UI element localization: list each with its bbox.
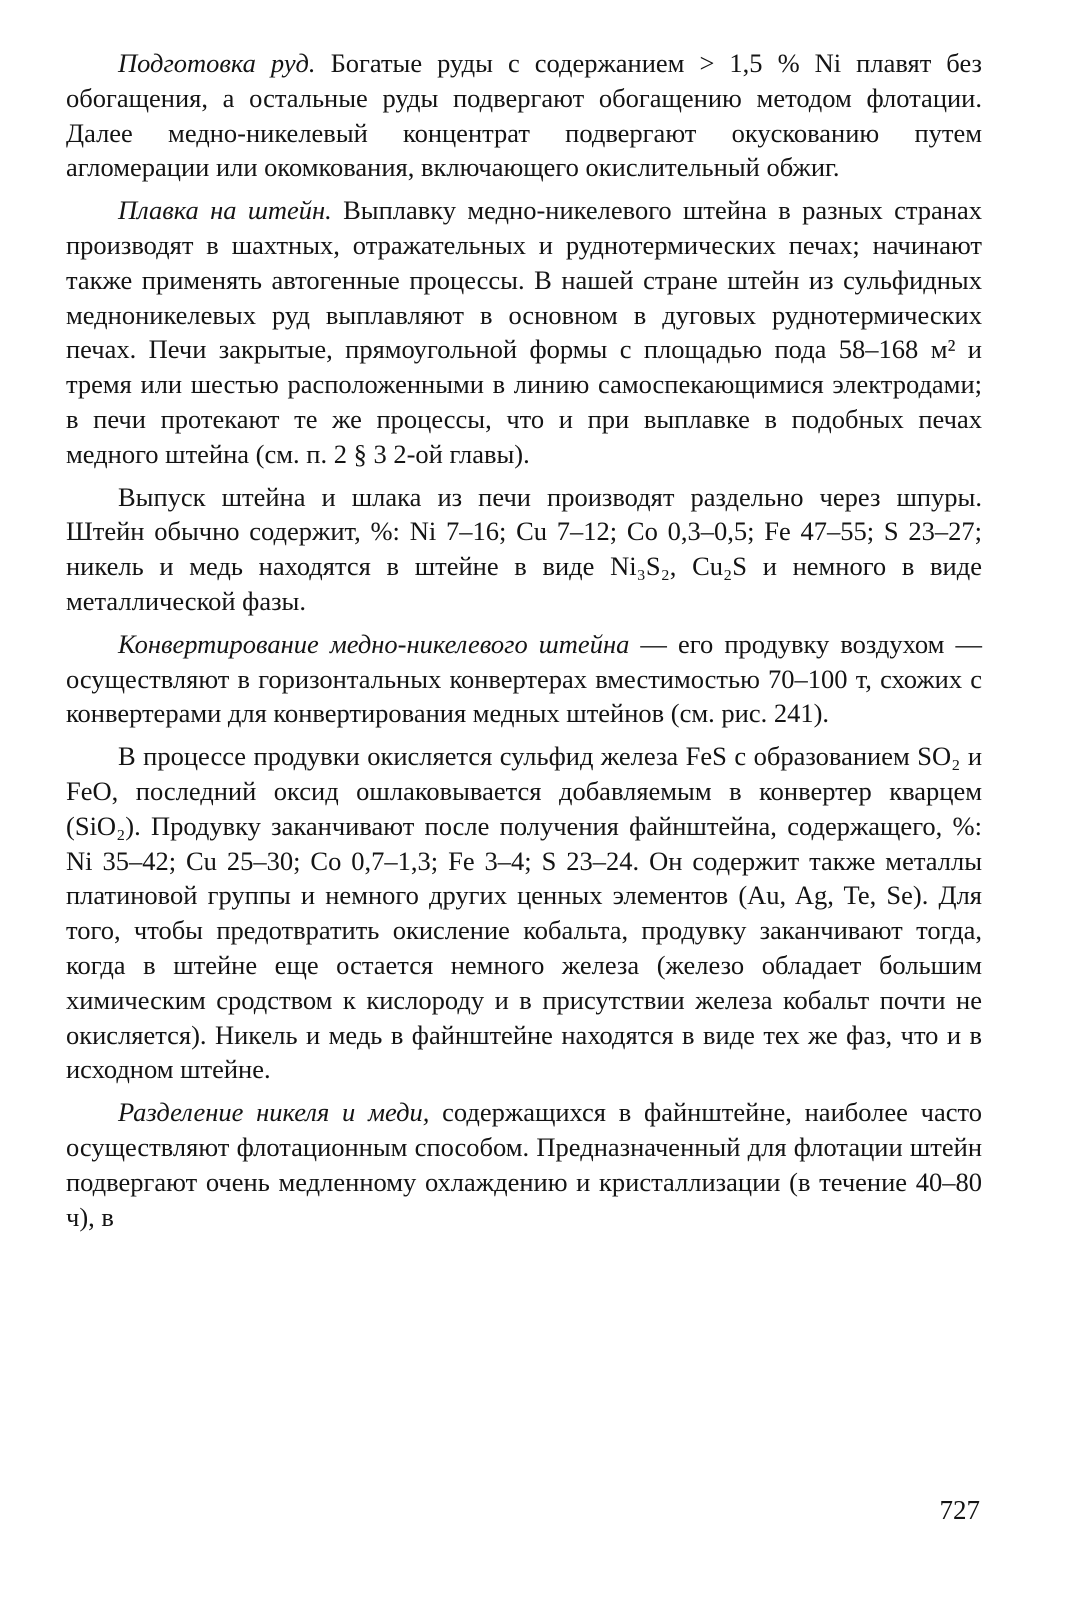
paragraph-matte-smelting — [66, 193, 982, 471]
paragraph-text: Богатые руды с содержанием > 1,5 % Ni плавят без обогащения, а остальные руды подвергают обогащению методом флотации. Далее медно-никелевый концентрат подвергают окускованию путем агломерации или окомкования, включающего окислительный обжиг. — [66, 48, 982, 183]
paragraph-text: содержащихся в файнштейне, наиболее часто осуществляют флотационным способом. Предназначенный для флотации штейн подвергают очень медленному охлаждению и кристаллизации (в течение 40–80 ч), в — [66, 1097, 982, 1232]
paragraph-ore-preparation — [66, 46, 982, 185]
run-in-heading: Конвертирование медно-никелевого штейна — [118, 628, 630, 659]
paragraph-blowing-process — [66, 739, 982, 1087]
run-in-heading: Разделение никеля и меди, — [118, 1097, 430, 1128]
paragraph-text: В процессе продувки окисляется сульфид железа FeS с образованием SO₂ и FeO, последний оксид ошлаковывается добавляемым в конвертер кварцем (SiO₂). Продувку заканчивают после получения файнштейна, содержащего, %: Ni 35–42; Cu 25–30; Co 0,7–1,3; Fe 3–4; S 23–24. Он содержит также металлы платиновой группы и немного других ценных элементов (Au, Ag, Te, Se). Для того, чтобы предотвратить окисление кобальта, продувку заканчивают тогда, когда в штейне еще остается немного железа (железо обладает большим химическим сродством к кислороду и в присутствии железа кобальт почти не окисляется). Никель и медь в файнштейне находятся в виде тех же фаз, что и в исходном штейне. — [66, 741, 982, 1085]
paragraph-text: — его продувку воздухом — осуществляют в горизонтальных конвертерах вместимостью 70–100 т, схожих с конвертерами для конвертирования медных штейнов (см. рис. 241). — [66, 628, 982, 729]
paragraph-separation — [66, 1095, 982, 1234]
paragraph-text: Выплавку медно-никелевого штейна в разных странах производят в шахтных, отражательных и руднотермических печах; начинают также применять автогенные процессы. В нашей стране штейн из сульфидных медноникелевых руд выплавляют в основном в дуговых руднотермических печах. Печи закрытые, прямоугольной формы с площадью пода 58–168 м² и тремя или шестью расположенными в линию самоспекающимися электродами; в печи протекают те же процессы, что и при выплавке в подобных печах медного штейна (см. п. 2 § 3 2-ой главы). — [66, 195, 982, 469]
run-in-heading: Подготовка руд. — [118, 48, 316, 78]
run-in-heading: Плавка на штейн. — [118, 195, 332, 226]
page-number: 727 — [939, 1495, 980, 1525]
paragraph-text: Выпуск штейна и шлака из печи производят раздельно через шпуры. Штейн обычно содержит, %: Ni 7–16; Cu 7–12; Co 0,3–0,5; Fe 47–55; S 23–27; никель и медь находятся в штейне в виде Ni₃S₂, Cu₂S и немного в виде металлической фазы. — [66, 481, 982, 616]
page-body — [66, 46, 982, 1242]
paragraph-matte-tapping — [66, 480, 982, 619]
paragraph-converting — [66, 627, 982, 731]
